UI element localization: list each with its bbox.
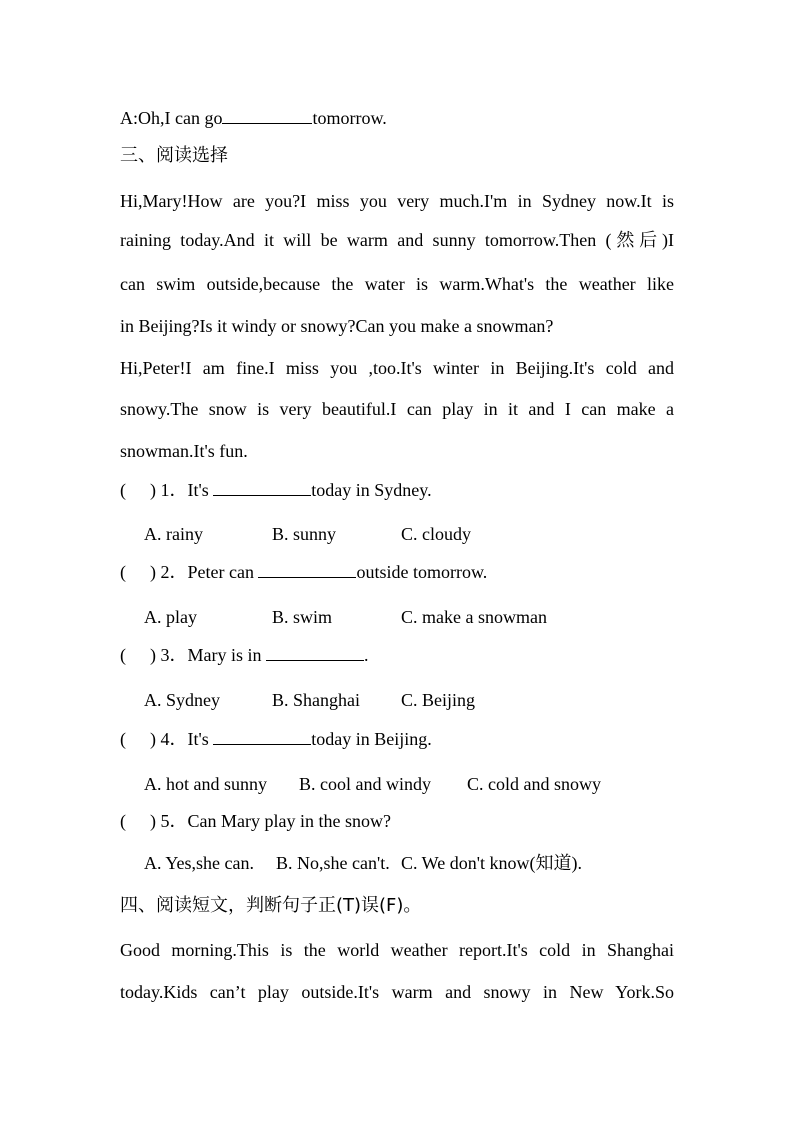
- question-prefix: 5．Can Mary play in the snow?: [160, 811, 391, 831]
- answer-blank[interactable]: [258, 561, 356, 578]
- option-c[interactable]: C. cold and snowy: [467, 774, 601, 794]
- answer-paren-close: ): [150, 811, 156, 831]
- option-c[interactable]: C. Beijing: [401, 690, 476, 710]
- passage-line: raining today.And it will be warm and sunny tomorrow.Then (然后)I: [120, 230, 674, 250]
- passage-line: Good morning.This is the world weather report.It's cold in Shanghai: [120, 940, 674, 960]
- answer-paren-open[interactable]: (: [120, 562, 126, 582]
- question-5: [120, 810, 391, 832]
- answer-paren-close: ): [150, 562, 156, 582]
- question-suffix: .: [364, 645, 369, 665]
- question-suffix: outside tomorrow.: [356, 562, 488, 582]
- option-b[interactable]: B. No,she can't.: [276, 853, 390, 873]
- answer-blank[interactable]: [213, 728, 311, 745]
- dialogue-line: [120, 107, 387, 129]
- passage-line: Hi,Peter!I am fine.I miss you ,too.It's winter in Beijing.It's cold and: [120, 358, 674, 378]
- option-b[interactable]: B. cool and windy: [299, 774, 431, 794]
- answer-blank[interactable]: [266, 644, 364, 661]
- passage-line: in Beijing?Is it windy or snowy?Can you make a snowman?: [120, 316, 554, 336]
- option-a[interactable]: A. play: [144, 607, 197, 627]
- option-b[interactable]: B. swim: [272, 607, 333, 627]
- answer-paren-open[interactable]: (: [120, 729, 126, 749]
- question-prefix: 1．It's: [160, 480, 214, 500]
- passage-line: snowy.The snow is very beautiful.I can play in it and I can make a: [120, 399, 674, 419]
- answer-paren-open[interactable]: (: [120, 480, 126, 500]
- option-a[interactable]: A. hot and sunny: [144, 774, 267, 794]
- question-2: [120, 561, 487, 583]
- question-4: [120, 728, 432, 750]
- question-3: [120, 644, 369, 666]
- section-heading-true-false: 四、阅读短文，判断句子正(T)误(F)。: [120, 895, 422, 916]
- question-prefix: 2．Peter can: [160, 562, 259, 582]
- option-b[interactable]: B. Shanghai: [272, 690, 360, 710]
- passage-line: today.Kids can’t play outside.It's warm and snowy in New York.So: [120, 982, 674, 1002]
- answer-paren-close: ): [150, 480, 156, 500]
- question-suffix: today in Beijing.: [311, 729, 432, 749]
- answer-paren-close: ): [150, 645, 156, 665]
- question-prefix: 3．Mary is in: [160, 645, 266, 665]
- question-suffix: today in Sydney.: [311, 480, 432, 500]
- passage-line: snowman.It's fun.: [120, 441, 248, 461]
- option-c[interactable]: C. We don't know(知道).: [401, 853, 582, 873]
- section-heading-reading-choice: 三、阅读选择: [120, 145, 228, 166]
- answer-blank[interactable]: [222, 107, 312, 124]
- dialogue-suffix: tomorrow.: [312, 108, 387, 128]
- dialogue-prefix: A:Oh,I can go: [120, 108, 223, 128]
- option-a[interactable]: A. rainy: [144, 524, 203, 544]
- answer-blank[interactable]: [213, 479, 311, 496]
- option-c[interactable]: C. cloudy: [401, 524, 471, 544]
- option-a[interactable]: A. Sydney: [144, 690, 220, 710]
- question-prefix: 4．It's: [160, 729, 214, 749]
- option-c[interactable]: C. make a snowman: [401, 607, 547, 627]
- passage-line: can swim outside,because the water is warm.What's the weather like: [120, 274, 674, 294]
- answer-paren-open[interactable]: (: [120, 811, 126, 831]
- answer-paren-close: ): [150, 729, 156, 749]
- option-a[interactable]: A. Yes,she can.: [144, 853, 254, 873]
- answer-paren-open[interactable]: (: [120, 645, 126, 665]
- option-b[interactable]: B. sunny: [272, 524, 337, 544]
- question-1: [120, 479, 432, 501]
- passage-line: Hi,Mary!How are you?I miss you very much.I'm in Sydney now.It is: [120, 191, 674, 211]
